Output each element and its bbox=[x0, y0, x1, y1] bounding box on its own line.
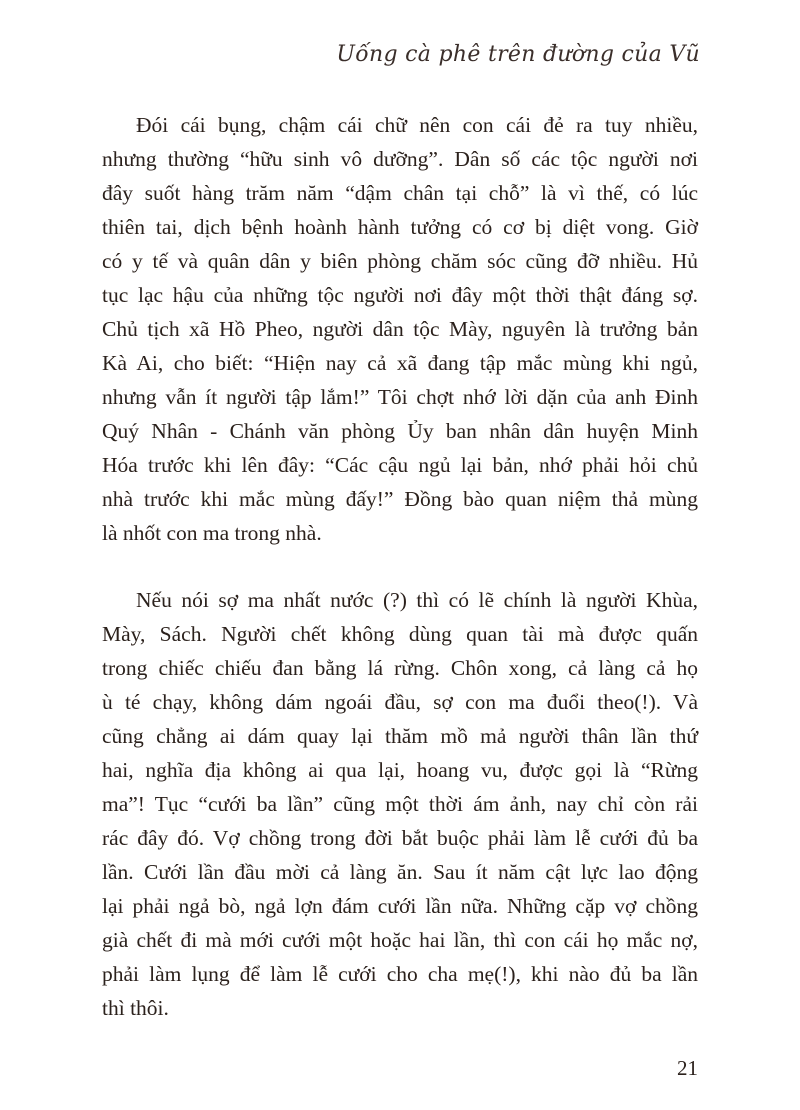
text-line: già chết đi mà mới cưới một hoặc hai lần, thì con cái họ mắc nợ, bbox=[102, 928, 698, 952]
text-line: là nhốt con ma trong nhà. bbox=[102, 521, 322, 545]
text-line: nhưng vẫn ít người tập lắm!” Tôi chợt nhớ lời dặn của anh Đinh bbox=[102, 385, 698, 409]
text-line: Đói cái bụng, chậm cái chữ nên con cái đẻ ra tuy nhiều, bbox=[136, 113, 698, 137]
text-line: trong chiếc chiếu đan bằng lá rừng. Chôn xong, cả làng cả họ bbox=[102, 656, 698, 680]
text-line: Chủ tịch xã Hồ Pheo, người dân tộc Mày, nguyên là trưởng bản bbox=[102, 317, 698, 341]
text-line: có y tế và quân dân y biên phòng chăm sóc cũng đỡ nhiều. Hủ bbox=[102, 249, 698, 273]
text-line: phải làm lụng để làm lễ cưới cho cha mẹ(!), khi nào đủ ba lần bbox=[102, 962, 698, 986]
text-line: tục lạc hậu của những tộc người nơi đây một thời thật đáng sợ. bbox=[102, 283, 698, 307]
text-line: thì thôi. bbox=[102, 996, 169, 1020]
text-line: Mày, Sách. Người chết không dùng quan tài mà được quấn bbox=[102, 622, 698, 646]
text-line: hai, nghĩa địa không ai qua lại, hoang vu, được gọi là “Rừng bbox=[102, 758, 698, 782]
paragraph-2 bbox=[102, 583, 698, 1025]
text-line: cũng chẳng ai dám quay lại thăm mồ mả người thân lần thứ bbox=[102, 724, 698, 748]
text-line: lại phải ngả bò, ngả lợn đám cưới lần nữa. Những cặp vợ chồng bbox=[102, 894, 698, 918]
text-line: thiên tai, dịch bệnh hoành hành tưởng có cơ bị diệt vong. Giờ bbox=[102, 215, 698, 239]
text-line: ù té chạy, không dám ngoái đầu, sợ con ma đuổi theo(!). Và bbox=[102, 690, 698, 714]
text-line: ma”! Tục “cưới ba lần” cũng một thời ám ảnh, nay chỉ còn rải bbox=[102, 792, 698, 816]
text-line: đây suốt hàng trăm năm “dậm chân tại chỗ” là vì thế, có lúc bbox=[102, 181, 698, 205]
text-line: rác đây đó. Vợ chồng trong đời bắt buộc phải làm lễ cưới đủ ba bbox=[102, 826, 698, 850]
running-header-book-title: Uống cà phê trên đường của Vũ bbox=[336, 42, 700, 67]
text-line: Quý Nhân - Chánh văn phòng Ủy ban nhân dân huyện Minh bbox=[102, 419, 698, 443]
text-line: Hóa trước khi lên đây: “Các cậu ngủ lại bản, nhớ phải hỏi chủ bbox=[102, 453, 698, 477]
paragraph-1 bbox=[102, 108, 698, 550]
text-line: nhưng thường “hữu sinh vô dưỡng”. Dân số các tộc người nơi bbox=[102, 147, 698, 171]
text-line: lần. Cưới lần đầu mời cả làng ăn. Sau ít năm cật lực lao động bbox=[102, 860, 698, 884]
page-number: 21 bbox=[677, 1056, 698, 1080]
text-line: nhà trước khi mắc mùng đấy!” Đồng bào quan niệm thả mùng bbox=[102, 487, 698, 511]
text-line: Nếu nói sợ ma nhất nước (?) thì có lẽ chính là người Khùa, bbox=[136, 588, 698, 612]
text-line: Kà Ai, cho biết: “Hiện nay cả xã đang tập mắc mùng khi ngủ, bbox=[102, 351, 698, 375]
